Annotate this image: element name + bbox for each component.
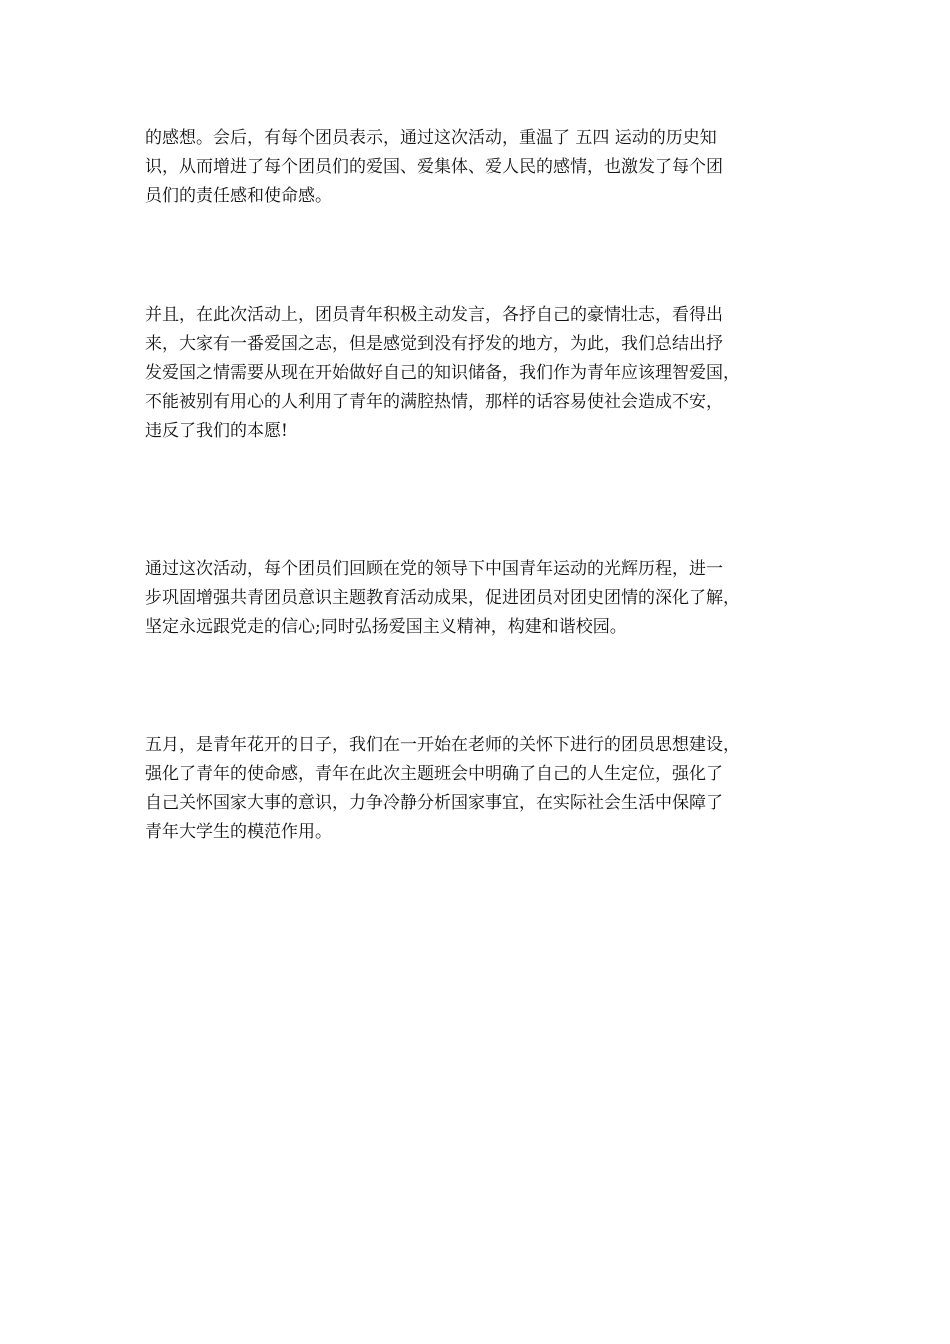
paragraph-may xyxy=(145,731,845,847)
text-line: 发爱国之情需要从现在开始做好自己的知识储备，我们作为青年应该理智爱国， xyxy=(145,363,740,383)
text-line: 的感想。会后，有每个团员表示，通过这次活动，重温了 五四 运动的历史知 xyxy=(145,128,717,148)
text-line: 青年大学生的模范作用。 xyxy=(145,822,332,842)
text-line: 坚定永远跟党走的信心;同时弘扬爱国主义精神，构建和谐校园。 xyxy=(145,617,627,637)
text-line: 并且，在此次活动上，团员青年积极主动发言，各抒自己的豪情壮志，看得出 xyxy=(145,305,723,325)
text-line: 步巩固增强共青团员意识主题教育活动成果，促进团员对团史团情的深化了解， xyxy=(145,588,740,608)
text-line: 自己关怀国家大事的意识，力争冷静分析国家事宜，在实际社会生活中保障了 xyxy=(145,793,723,813)
text-line: 来，大家有一番爱国之志，但是感觉到没有抒发的地方，为此，我们总结出抒 xyxy=(145,334,723,354)
text-line: 通过这次活动，每个团员们回顾在党的领导下中国青年运动的光辉历程，进一 xyxy=(145,559,723,579)
text-line: 不能被别有用心的人利用了青年的满腔热情，那样的话容易使社会造成不安， xyxy=(145,392,723,412)
text-line: 违反了我们的本愿! xyxy=(145,421,288,441)
paragraph-speeches xyxy=(145,301,845,446)
text-line: 识，从而增进了每个团员们的爱国、爱集体、爱人民的感情，也激发了每个团 xyxy=(145,157,723,177)
text-line: 员们的责任感和使命感。 xyxy=(145,186,332,206)
text-line: 强化了青年的使命感，青年在此次主题班会中明确了自己的人生定位，强化了 xyxy=(145,764,723,784)
paragraph-achievements xyxy=(145,555,845,642)
paragraph-reflection xyxy=(145,124,845,211)
text-line: 五月，是青年花开的日子，我们在一开始在老师的关怀下进行的团员思想建设， xyxy=(145,735,740,755)
